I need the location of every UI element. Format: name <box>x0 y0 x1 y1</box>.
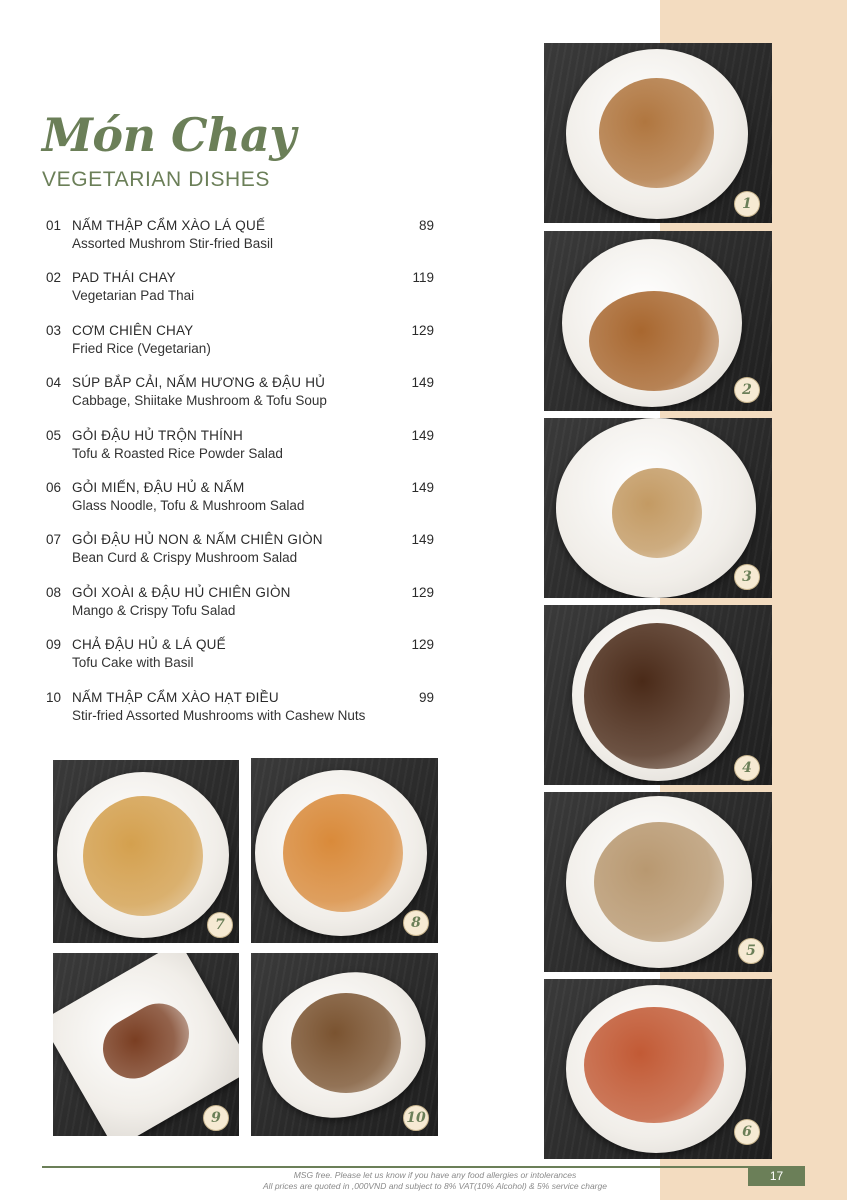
item-name-vn: SÚP BẮP CẢI, NẤM HƯƠNG & ĐẬU HỦ <box>72 375 326 391</box>
menu-item <box>46 216 438 268</box>
item-name-vn: GỎI ĐẬU HỦ TRỘN THÍNH <box>72 427 243 443</box>
food <box>291 993 401 1093</box>
item-price: 99 <box>418 689 434 705</box>
item-number: 01 <box>46 218 62 233</box>
dish-number-badge: 2 <box>734 377 760 403</box>
dish-number-badge: 4 <box>734 755 760 781</box>
item-name-en: Bean Curd & Crispy Mushroom Salad <box>72 550 298 566</box>
item-name-en: Vegetarian Pad Thai <box>72 288 195 304</box>
item-number: 09 <box>46 637 62 653</box>
item-number: 08 <box>46 584 62 600</box>
dish-photo-4 <box>544 605 772 785</box>
food <box>584 1007 724 1123</box>
item-price: 149 <box>411 427 434 443</box>
item-number: 02 <box>46 270 62 286</box>
dish-photo-8 <box>251 758 438 943</box>
item-number: 03 <box>46 322 62 338</box>
item-price: 89 <box>418 218 434 233</box>
dish-number-badge: 5 <box>738 938 764 964</box>
item-name-vn: CƠM CHIÊN CHAY <box>72 322 194 338</box>
item-price: 129 <box>411 637 434 653</box>
item-number: 04 <box>46 375 62 391</box>
footnote-prices: All prices are quoted in ,000VND and subject to 8% VAT(10% Alcohol) & 5% service charge <box>263 1181 607 1191</box>
menu-item <box>46 635 438 687</box>
item-name-en: Tofu & Roasted Rice Powder Salad <box>72 445 283 461</box>
menu-item <box>46 373 438 425</box>
item-name-en: Assorted Mushrom Stir-fried Basil <box>72 236 274 251</box>
dish-photo-6 <box>544 979 772 1159</box>
item-number: 05 <box>46 427 62 443</box>
food <box>584 623 730 769</box>
item-name-vn: PAD THÁI CHAY <box>72 270 176 286</box>
menu-item <box>46 583 438 635</box>
dish-number-badge: 10 <box>403 1105 429 1131</box>
menu-item <box>46 478 438 530</box>
menu-item <box>46 688 438 740</box>
item-name-vn: NẤM THẬP CẨM XÀO HẠT ĐIỀU <box>72 689 279 705</box>
item-name-en: Tofu Cake with Basil <box>72 655 194 671</box>
item-name-en: Fried Rice (Vegetarian) <box>72 340 211 356</box>
dish-photo-9 <box>53 953 239 1136</box>
item-name-vn: GỎI ĐẬU HỦ NON & NẤM CHIÊN GIÒN <box>72 532 323 548</box>
food <box>83 796 203 916</box>
menu-item <box>46 530 438 582</box>
menu-item <box>46 268 438 320</box>
footer-divider <box>42 1166 805 1168</box>
food <box>283 794 403 912</box>
item-number: 07 <box>46 532 62 548</box>
item-name-vn: CHẢ ĐẬU HỦ & LÁ QUẾ <box>72 637 226 653</box>
food <box>589 291 719 391</box>
page-subtitle: VEGETARIAN DISHES <box>42 168 271 191</box>
item-name-en: Glass Noodle, Tofu & Mushroom Salad <box>72 497 305 513</box>
dish-number-badge: 3 <box>734 564 760 590</box>
menu-item <box>46 426 438 478</box>
menu-list <box>46 216 438 740</box>
dish-number-badge: 6 <box>734 1119 760 1145</box>
dish-number-badge: 1 <box>734 191 760 217</box>
food <box>612 468 702 558</box>
footnote-msg: MSG free. Please let us know if you have any food allergies or intolerances <box>293 1170 577 1180</box>
item-price: 129 <box>411 584 434 600</box>
page-title: Món Chay <box>42 108 296 162</box>
dish-number-badge: 8 <box>403 910 429 936</box>
item-name-vn: GỎI MIẾN, ĐẬU HỦ & NẤM <box>72 479 245 495</box>
item-price: 149 <box>411 479 434 495</box>
food <box>599 78 714 188</box>
item-price: 129 <box>411 322 434 338</box>
item-name-vn: GỎI XOÀI & ĐẬU HỦ CHIÊN GIÒN <box>72 584 291 600</box>
food <box>594 822 724 942</box>
item-number: 06 <box>46 479 62 495</box>
item-price: 149 <box>411 375 434 391</box>
dish-photo-10 <box>251 953 438 1136</box>
menu-item <box>46 321 438 373</box>
dish-photo-2 <box>544 231 772 411</box>
item-number: 10 <box>46 689 62 705</box>
item-name-vn: NẤM THẬP CẨM XÀO LÁ QUẾ <box>72 218 266 233</box>
item-price: 149 <box>411 532 434 548</box>
page-number: 17 <box>748 1166 805 1186</box>
dish-photo-3 <box>544 418 772 598</box>
dish-photo-1 <box>544 43 772 223</box>
item-name-en: Cabbage, Shiitake Mushroom & Tofu Soup <box>72 393 327 409</box>
dish-number-badge: 9 <box>203 1105 229 1131</box>
item-price: 119 <box>412 270 434 286</box>
dish-number-badge: 7 <box>207 912 233 938</box>
dish-photo-7 <box>53 760 239 943</box>
item-name-en: Mango & Crispy Tofu Salad <box>72 602 236 618</box>
dish-photo-5 <box>544 792 772 972</box>
item-name-en: Stir-fried Assorted Mushrooms with Cashew Nuts <box>72 707 366 723</box>
